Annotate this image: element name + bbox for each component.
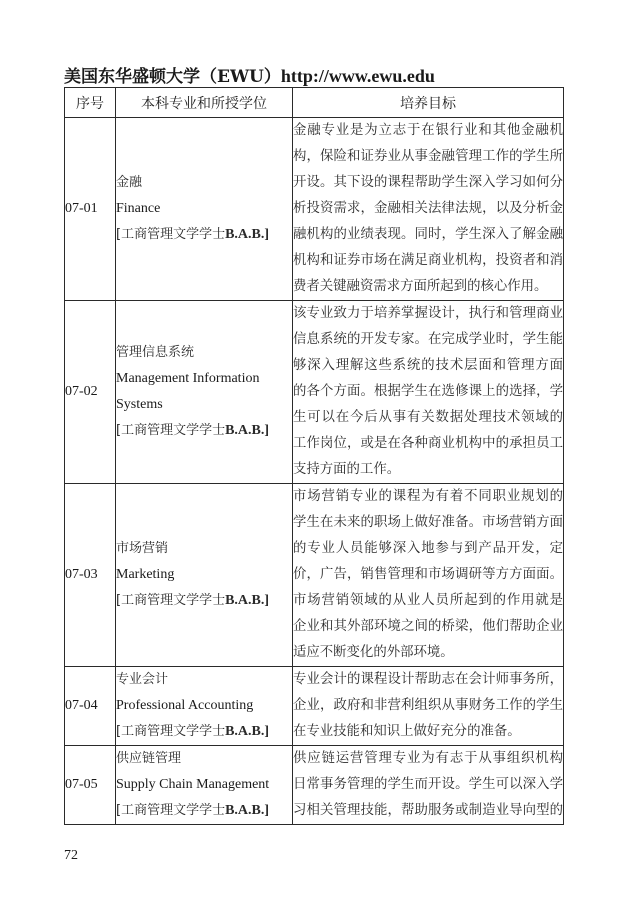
table-row: [65, 746, 564, 825]
major-cell: [116, 746, 293, 825]
goal-line: 工作岗位，或是在各种商业机构中的承担员工: [293, 436, 563, 451]
table-header-row: [65, 88, 564, 118]
goal-line: 支持方面的工作。: [293, 462, 401, 477]
goal-line: 生可以在今后从事有关数据处理技术领域的: [293, 410, 563, 425]
goal-line: 该专业致力于培养掌握设计，执行和管理商业: [293, 306, 563, 321]
majors-table: [64, 87, 564, 825]
goal-line: 在专业技能和知识上做好充分的准备。: [293, 724, 521, 739]
degree-cn: [工商管理文学学士: [116, 227, 226, 242]
goal-line: 信息系统的开发专家。在完成学业时，学生能: [293, 332, 563, 347]
major-cell: [116, 484, 293, 667]
major-code: 07-04: [65, 667, 116, 746]
header-code: 序号: [65, 88, 116, 118]
degree-abbr: B.A.B.]: [225, 803, 270, 818]
goal-line: 习相关管理技能，帮助服务或制造业导向型的: [293, 803, 563, 818]
goal-line: 价，广告，销售管理和市场调研等方方面面。: [293, 567, 563, 582]
major-code: 07-02: [65, 301, 116, 484]
major-name-cn: 专业会计: [116, 672, 169, 687]
degree-abbr: B.A.B.]: [225, 724, 270, 739]
major-cell: [116, 118, 293, 301]
degree-cn: [工商管理文学学士: [116, 803, 226, 818]
major-code: 07-05: [65, 746, 116, 825]
major-name-en: Supply Chain Management: [116, 777, 270, 792]
goal-cell: [293, 301, 564, 484]
header-goal: 培养目标: [293, 88, 564, 118]
major-name-cn: 供应链管理: [116, 751, 182, 766]
degree: [116, 798, 292, 824]
major-name-en: Marketing: [116, 567, 175, 582]
goal-line: 够深入理解这些系统的技术层面和管理方面: [293, 358, 563, 373]
degree-cn: [工商管理文学学士: [116, 724, 226, 739]
goal-line: 适应不断变化的外部环境。: [293, 645, 454, 660]
degree: [116, 719, 292, 745]
major-name-en: Management Information: [116, 371, 260, 386]
document-title: [64, 62, 435, 87]
goal-line: 企业和其外部环境之间的桥梁，他们帮助企业: [293, 619, 563, 634]
degree-cn: [工商管理文学学士: [116, 423, 226, 438]
major-cell: [116, 301, 293, 484]
major-name-en-cont: Systems: [116, 397, 163, 412]
degree: [116, 588, 292, 614]
goal-line: 供应链运营管理专业为有志于从事组织机构: [293, 751, 563, 766]
goal-line: 市场营销领域的从业人员所起到的作用就是: [293, 593, 563, 608]
degree: [116, 222, 292, 248]
goal-line: 学生在未来的职场上做好准备。市场营销方面: [293, 515, 563, 530]
goal-line: 费者关键融资需求方面所起到的核心作用。: [293, 279, 548, 294]
table-row: [65, 667, 564, 746]
goal-line: 析投资需求，金融相关法律法规，以及分析金: [293, 201, 563, 216]
goal-cell: [293, 484, 564, 667]
goal-line: 机构和证券市场在满足商业机构，投资者和消: [293, 253, 563, 268]
degree: [116, 418, 292, 444]
goal-line: 专业会计的课程设计帮助志在会计师事务所，: [293, 672, 563, 687]
major-cell: [116, 667, 293, 746]
university-url: http://www.ewu.edu: [280, 66, 435, 86]
goal-cell: [293, 118, 564, 301]
goal-line: 融机构的业绩表现。同时，学生深入了解金融: [293, 227, 563, 242]
header-major-degree: 本科专业和所授学位: [116, 88, 293, 118]
major-name-en: Professional Accounting: [116, 698, 254, 713]
major-name-cn: 管理信息系统: [116, 345, 195, 360]
goal-line: 日常事务管理的学生而开设。学生可以深入学: [293, 777, 563, 792]
table-row: [65, 484, 564, 667]
goal-line: 的各个方面。根据学生在选修课上的选择，学: [293, 384, 563, 399]
goal-cell: [293, 746, 564, 825]
major-name-cn: 金融: [116, 175, 143, 190]
university-name: 美国东华盛顿大学（EWU）: [64, 67, 281, 87]
major-code: 07-01: [65, 118, 116, 301]
goal-cell: [293, 667, 564, 746]
table-row: [65, 118, 564, 301]
table-row: [65, 301, 564, 484]
degree-abbr: B.A.B.]: [225, 227, 270, 242]
degree-abbr: B.A.B.]: [225, 423, 270, 438]
degree-cn: [工商管理文学学士: [116, 593, 226, 608]
major-name-en: Finance: [116, 201, 161, 216]
goal-line: 市场营销专业的课程为有着不同职业规划的: [293, 489, 563, 504]
goal-line: 开设。其下设的课程帮助学生深入学习如何分: [293, 175, 563, 190]
page-number: 72: [64, 848, 78, 863]
goal-line: 的专业人员能够深入地参与到产品开发，定: [293, 541, 563, 556]
major-name-cn: 市场营销: [116, 541, 169, 556]
goal-line: 构，保险和证券业从事金融管理工作的学生所: [293, 149, 563, 164]
degree-abbr: B.A.B.]: [225, 593, 270, 608]
goal-line: 企业，政府和非营利组织从事财务工作的学生: [293, 698, 563, 713]
major-code: 07-03: [65, 484, 116, 667]
goal-line: 金融专业是为立志于在银行业和其他金融机: [293, 123, 563, 138]
